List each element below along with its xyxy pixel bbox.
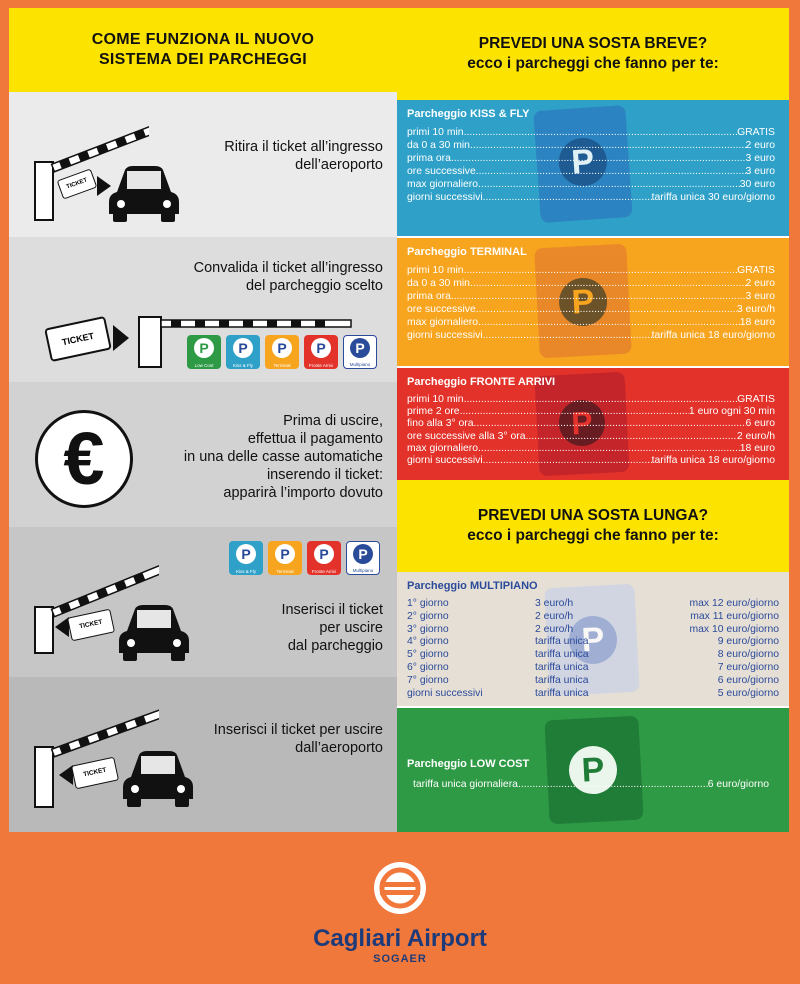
tariff-label: giorni successivi	[407, 192, 483, 203]
tariff-max: max 12 euro/giorno	[689, 598, 779, 609]
parking-badge-multipiano	[346, 541, 380, 575]
parking-p-icon: P	[568, 745, 618, 795]
badge-label: Terminal	[273, 363, 291, 368]
tariff-label: da 0 a 30 min	[407, 278, 470, 289]
long-stay-subtitle: ecco i parcheggi che fanno per te:	[467, 527, 719, 544]
parking-p-icon: P	[314, 544, 334, 564]
tariff-row	[407, 431, 775, 443]
tariff-row	[407, 636, 779, 649]
arrow-icon	[113, 325, 129, 351]
step-text-line: apparirà l’importo dovuto	[223, 485, 383, 501]
tariff-label: tariffa unica giornaliera	[413, 779, 518, 790]
panel-kiss-fly	[397, 100, 789, 236]
tariff-row	[407, 139, 775, 152]
panel-multipiano	[397, 572, 789, 706]
step-text-line: Ritira il ticket all’ingresso	[224, 139, 383, 155]
step-text-line: Inserisci il ticket per uscire	[213, 722, 383, 738]
how-it-works-column	[9, 8, 397, 832]
step-validate-ticket	[9, 237, 397, 382]
tariff-row	[407, 329, 775, 342]
tariff-value: tariffa unica 30 euro/giorno	[651, 192, 775, 203]
parking-p-icon: P	[233, 338, 253, 358]
tariff-rows	[407, 264, 775, 342]
badge-label: Low Cost	[194, 363, 214, 368]
tariff-row	[407, 675, 779, 688]
step-pay-text	[184, 412, 383, 502]
tariff-row	[407, 662, 779, 675]
badge-label: Fronte Arrivi	[308, 363, 334, 368]
tariff-max: 5 euro/giorno	[717, 687, 779, 699]
parking-badge-kiss-fly	[226, 335, 260, 369]
tariff-day: 2° giorno	[407, 610, 449, 622]
step-text-line: Convalida il ticket all’ingresso	[193, 260, 383, 276]
step-text-line: del parcheggio scelto	[245, 278, 383, 294]
tariff-value: 3 euro	[745, 166, 775, 177]
parking-badges	[187, 335, 377, 369]
panel-low-cost	[397, 708, 789, 832]
how-it-works-header-line-1: COME FUNZIONA IL NUOVO	[91, 31, 315, 48]
panel-title: Parcheggio LOW COST	[407, 758, 530, 770]
badge-label: Terminal	[276, 569, 294, 574]
tariff-row	[407, 277, 775, 290]
panel-terminal	[397, 238, 789, 366]
tariff-row	[407, 316, 775, 329]
tariff-value: 2 euro	[745, 278, 775, 289]
step-text-line: dall’aeroporto	[295, 740, 383, 756]
tariff-rows	[407, 394, 775, 467]
tariff-label: ore successive	[407, 304, 476, 315]
tariff-max: 6 euro/giorno	[717, 674, 779, 686]
tariff-row	[413, 778, 769, 791]
parking-p-icon: P	[275, 544, 295, 564]
parking-p-icon: P	[558, 277, 608, 327]
tariff-max: 8 euro/giorno	[717, 649, 779, 661]
tariff-label: max giornaliero	[407, 442, 479, 454]
tariff-row	[407, 191, 775, 204]
tariff-value: GRATIS	[737, 127, 775, 138]
badge-label: Kiss & Fly	[232, 363, 253, 368]
tariff-row	[407, 624, 779, 637]
tariff-label: max giornaliero	[407, 317, 479, 328]
short-stay-subtitle: ecco i parcheggi che fanno per te:	[467, 55, 719, 72]
parking-badge-fronte-arrivi	[304, 335, 338, 369]
short-stay-title: PREVEDI UNA SOSTA BREVE?	[478, 35, 708, 52]
tariff-max: max 11 euro/giorno	[690, 610, 779, 622]
parking-p-icon: P	[350, 338, 370, 358]
tariff-value: 2 euro	[745, 140, 775, 151]
tariff-value: 6 euro/giorno	[707, 779, 769, 790]
tariff-rate: 2 euro/h	[535, 610, 574, 622]
tariff-label: giorni successivi	[407, 455, 483, 467]
parking-p-icon: P	[568, 615, 618, 665]
car-icon	[107, 164, 181, 224]
tariff-rate: tariffa unica	[535, 674, 589, 686]
tariff-row	[407, 303, 775, 316]
panel-title: Parcheggio MULTIPIANO	[407, 580, 538, 592]
short-stay-header	[397, 8, 789, 100]
tariff-day: 7° giorno	[407, 674, 449, 686]
tariff-label: ore successive alla 3° ora	[407, 430, 526, 442]
tariff-row	[407, 165, 775, 178]
tariff-label: giorni successivi	[407, 330, 483, 341]
badge-label: Multipiano	[352, 568, 374, 573]
tariff-day: 5° giorno	[407, 649, 449, 661]
tariff-value: 6 euro	[745, 418, 775, 430]
parking-badges	[229, 541, 380, 575]
long-stay-header	[397, 480, 789, 572]
step-exit-airport-text	[214, 721, 383, 757]
ticket-icon: TICKET	[57, 168, 98, 199]
euro-icon: €	[35, 410, 133, 508]
parking-p-icon: P	[558, 399, 606, 447]
tariff-rate: tariffa unica	[535, 636, 589, 648]
tariff-label: da 0 a 30 min	[407, 140, 470, 151]
tariff-row	[407, 126, 775, 139]
ticket-icon: TICKET	[67, 609, 115, 642]
parking-p-icon: P	[353, 544, 373, 564]
tariff-day: 6° giorno	[407, 661, 449, 673]
tariff-rate: 3 euro/h	[535, 598, 574, 609]
tariff-max: 7 euro/giorno	[717, 661, 779, 673]
tariff-rate: tariffa unica	[535, 649, 589, 661]
tariff-row	[407, 394, 775, 406]
long-stay-title: PREVEDI UNA SOSTA LUNGA?	[477, 507, 709, 524]
parking-p-icon: P	[557, 136, 608, 187]
parking-p-icon: P	[236, 544, 256, 564]
infographic	[9, 8, 789, 832]
tariff-row	[407, 406, 775, 418]
tariff-label: fino alla 3° ora	[407, 418, 474, 430]
tariff-row	[407, 688, 779, 701]
logo-subtitle: SOGAER	[373, 953, 427, 965]
parking-p-icon: P	[272, 338, 292, 358]
tariff-value: 3 euro/h	[736, 304, 775, 315]
step-exit-car-park	[9, 527, 397, 677]
step-text-line: inserendo il ticket:	[266, 467, 383, 483]
cagliari-airport-logo	[290, 860, 510, 965]
step-exit-airport	[9, 677, 397, 832]
ticket-icon: TICKET	[71, 757, 119, 790]
step-text-line: Inserisci il ticket	[281, 602, 383, 618]
tariff-row	[407, 418, 775, 430]
tariff-value: 3 euro	[745, 153, 775, 164]
tariff-max: 9 euro/giorno	[717, 636, 779, 648]
how-it-works-header	[9, 8, 397, 92]
tariff-row	[407, 611, 779, 624]
tariff-label: ore successive	[407, 166, 476, 177]
step-text-line: Prima di uscire,	[283, 413, 383, 429]
parking-badge-terminal	[268, 541, 302, 575]
step-validate-ticket-text	[194, 259, 383, 295]
tariff-value: GRATIS	[737, 394, 775, 405]
tariff-row	[407, 178, 775, 191]
parking-badge-multipiano	[343, 335, 377, 369]
tariff-value: GRATIS	[737, 265, 775, 276]
parking-badge-kiss-fly	[229, 541, 263, 575]
tariff-day: giorni successivi	[407, 687, 483, 699]
tariff-row	[407, 455, 775, 467]
panel-title: Parcheggio KISS & FLY	[407, 108, 530, 120]
step-text-line: effettua il pagamento	[247, 431, 383, 447]
panel-title: Parcheggio TERMINAL	[407, 246, 527, 258]
tariff-value: tariffa unica 18 euro/giorno	[651, 330, 775, 341]
tariff-day: 3° giorno	[407, 623, 449, 635]
panel-title: Parcheggio FRONTE ARRIVI	[407, 376, 556, 388]
parking-p-icon: P	[311, 338, 331, 358]
tariff-label: max giornaliero	[407, 179, 479, 190]
tariff-value: tariffa unica 18 euro/giorno	[651, 455, 775, 467]
tariff-rate: 2 euro/h	[535, 623, 574, 635]
badge-label: Fronte Arrivi	[311, 569, 337, 574]
tariff-label: prima ora	[407, 153, 451, 164]
tariff-day: 1° giorno	[407, 598, 449, 609]
tariff-row	[407, 152, 775, 165]
tariff-rate: tariffa unica	[535, 661, 589, 673]
step-text-line: per uscire	[319, 620, 383, 636]
parking-badge-low-cost	[187, 335, 221, 369]
ticket-icon: TICKET	[44, 316, 112, 362]
tariff-rows	[407, 126, 775, 204]
badge-label: Kiss & Fly	[235, 569, 256, 574]
tariff-value: 1 euro ogni 30 min	[688, 406, 775, 418]
step-pay	[9, 382, 397, 527]
step-exit-car-park-text	[281, 601, 383, 655]
tariff-value: 2 euro/h	[736, 430, 775, 442]
parking-badge-terminal	[265, 335, 299, 369]
parking-bag-icon	[544, 716, 643, 825]
car-icon	[121, 749, 195, 811]
step-text-line: in una delle casse automatiche	[183, 449, 383, 465]
tariff-value: 3 euro	[745, 291, 775, 302]
tariff-rows	[407, 598, 779, 700]
tariff-max: max 10 euro/giorno	[689, 623, 779, 635]
tariff-day: 4° giorno	[407, 636, 449, 648]
step-text-line: dal parcheggio	[287, 638, 383, 654]
tariff-value: 18 euro	[739, 317, 775, 328]
tariff-label: primi 10 min	[407, 265, 464, 276]
tariff-value: 18 euro	[739, 442, 775, 454]
tariff-label: primi 10 min	[407, 127, 464, 138]
parking-options-column	[397, 8, 789, 832]
how-it-works-header-line-2: SISTEMA DEI PARCHEGGI	[98, 51, 308, 68]
badge-label: Multipiano	[349, 362, 371, 367]
airport-logo-icon	[372, 860, 428, 916]
step-collect-ticket-text	[224, 138, 383, 174]
tariff-row	[407, 443, 775, 455]
step-collect-ticket	[9, 92, 397, 237]
tariff-value: 30 euro	[739, 179, 775, 190]
tariff-row	[407, 598, 779, 611]
panel-fronte-arrivi	[397, 368, 789, 480]
tariff-row	[407, 264, 775, 277]
parking-p-icon: P	[194, 338, 214, 358]
tariff-row	[407, 649, 779, 662]
car-icon	[117, 603, 191, 663]
tariff-rate: tariffa unica	[535, 687, 589, 699]
tariff-label: prime 2 ore	[407, 406, 460, 418]
logo-name: Cagliari Airport	[313, 925, 487, 952]
tariff-label: prima ora	[407, 291, 451, 302]
tariff-rows	[413, 778, 769, 791]
tariff-row	[407, 290, 775, 303]
tariff-label: primi 10 min	[407, 394, 464, 405]
parking-badge-fronte-arrivi	[307, 541, 341, 575]
step-text-line: dell’aeroporto	[295, 157, 383, 173]
